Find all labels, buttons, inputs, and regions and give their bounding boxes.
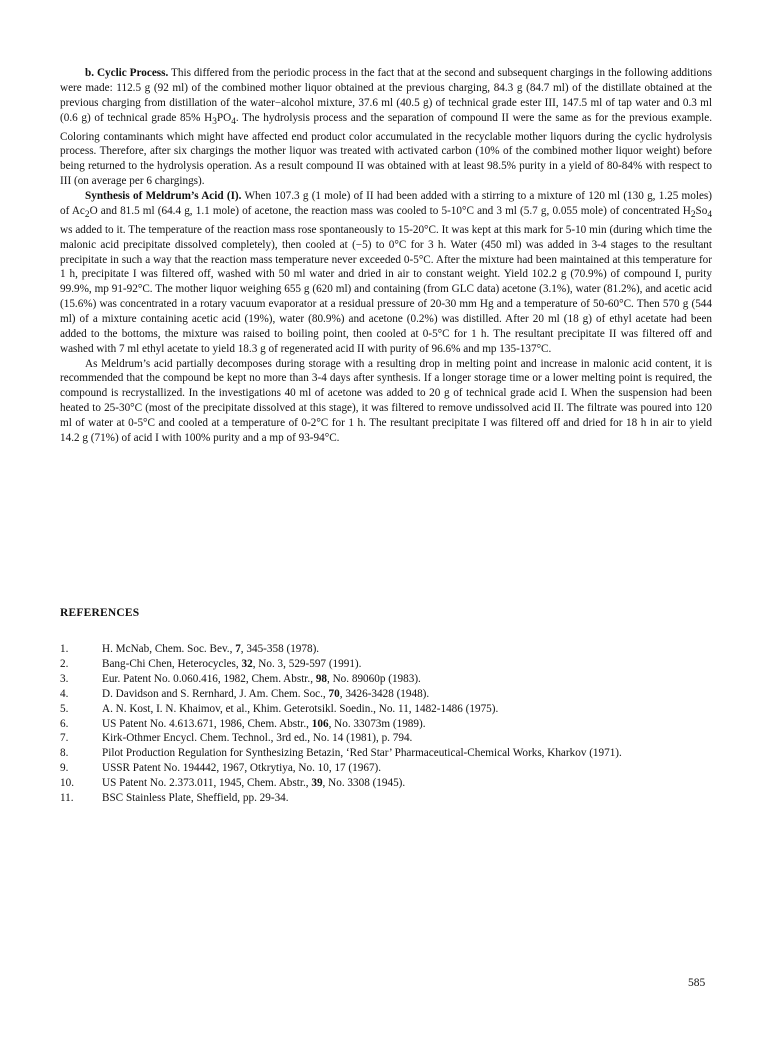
reference-text [102, 702, 498, 717]
text-run: USSR Patent No. 194442, 1967, Otkrytiya, No. 10, 17 (1967). [102, 762, 382, 775]
reference-text [102, 672, 421, 687]
subscript-text: 4 [231, 116, 236, 127]
text-run: , No. 3308 (1945). [322, 777, 406, 790]
reference-text [102, 731, 412, 746]
bold-text: 106 [311, 717, 329, 730]
reference-item [60, 776, 720, 791]
reference-number: 9. [60, 762, 69, 775]
reference-number: 1. [60, 643, 69, 655]
body-paragraph [60, 357, 712, 446]
text-run: PO [216, 111, 232, 124]
bold-text: 39 [311, 777, 323, 790]
reference-item [60, 687, 720, 702]
text-run: , No. 89060p (1983). [327, 672, 421, 685]
body-text [60, 66, 712, 446]
text-run: As Meldrum’s acid partially decomposes during storage with a resulting drop in melting point and increase in malonic acid content, it is recommended that the compound be kept no more than 3-4 days after synthesis. If a longer storage time or a lower melting point is required, the compound is recrystallized. In the investigations 40 ml of acetone was added to 20 g of technical grade acid I. When the suspension had been heated to 25-30°C (most of the precipitate dissolved at this stage), it was filtered to remove undissolved acid II. The filtrate was poured into 120 ml of water at 0-5°C and cooled at a temperature of 0-2°C for 1 h. The resultant precipitate I was filtered off and dried for 18 h in air to yield 14.2 g (71%) of acid I with 100% purity and a mp of 93-94°C. [60, 357, 712, 444]
body-paragraph [60, 189, 712, 357]
bold-text: 70 [328, 687, 340, 700]
reference-item [60, 717, 720, 732]
text-run: , No. 3, 529-597 (1991). [252, 657, 362, 670]
text-run: ws added to it. The temperature of the reaction mass rose spontaneously to 15-20°C. It was kept at this mark for 5-10 min (during which time the malonic acid precipitate dissolved completely), then cooled at (−5) to 0°C for 3 h. Water (450 ml) was added in 3-4 stages to the resultant precipitate in such a way that the reaction mass temperature never exceeded 0-5°C. After the mixture had been maintained at this temperature for 1 h, precipitate I was filtered off, washed with 50 ml water and dried in air to constant weight. Yield 102.2 g (70.9%) of compound I, purity 99.9%, mp 91-92°C. The mother liquor weighing 655 g (620 ml) and containing (from GLC data) acetone (3.1%), water (81.2%), and acetic acid (15.6%) was concentrated in a rotary vacuum evaporator at a residual pressure of 20-30 mm Hg and a temperature of 50-60°C. Then 570 g (544 ml) of a mixture containing acetic acid (19%), water (80.9%) and acetone (0.2%) was distilled. After 20 ml (18 g) of ethyl acetate had been added to the bottoms, the mixture was raised to boiling point, then cooled at 0-5°C for 1 h. The resultant precipitate II was filtered off and washed with 7 ml ethyl acetate to yield 18.3 g of regenerated acid II with purity of 96.6% and mp 135-137°C. [60, 223, 712, 355]
subscript-text: 2 [690, 210, 696, 221]
bold-text: 7 [235, 643, 241, 655]
text-run: Eur. Patent No. 0.060.416, 1982, Chem. Abstr., [102, 672, 316, 685]
subscript-text: 4 [707, 210, 712, 221]
reference-item [60, 657, 720, 672]
text-run: BSC Stainless Plate, Sheffield, pp. 29-34. [102, 792, 289, 805]
reference-number: 11. [60, 792, 74, 805]
reference-number: 2. [60, 657, 69, 670]
reference-item [60, 791, 720, 806]
reference-item [60, 672, 720, 687]
reference-list [60, 642, 720, 806]
reference-text [102, 776, 405, 791]
reference-text [102, 717, 426, 732]
bold-text: 98 [315, 672, 327, 685]
reference-item [60, 702, 720, 717]
text-run: Pilot Production Regulation for Synthesizing Betazin, ‘Red Star’ Pharmaceutical-Chemical Works, Kharkov (1971). [102, 747, 622, 760]
text-run: , 345-358 (1978). [240, 643, 320, 655]
reference-text [102, 746, 622, 761]
reference-item [60, 642, 720, 657]
bold-text: Synthesis of Meldrum’s Acid (I). [85, 189, 242, 202]
bold-text: b. Cyclic Process. [85, 67, 169, 79]
subscript-text: 3 [212, 116, 217, 127]
reference-number: 4. [60, 687, 69, 700]
page-number: 585 [688, 977, 706, 989]
reference-text [102, 791, 289, 806]
reference-text [102, 642, 319, 657]
text-run: . The hydrolysis process and the separation of compound II were the same as for the previous example. Coloring contaminants which might have affected end product color accumulated in the recyclable mother liquors during the cyclic hydrolysis process. Therefore, after six chargings the mother liquor was treated with activated carbon (10% of the combined mother liquor weight) before being returned to the hydrolysis operation. As a result compound II was obtained with at least 98.5% purity in a yield of 80-84% with respect to III (on average per 6 chargings). [60, 111, 713, 188]
text-run: Kirk-Othmer Encycl. Chem. Technol., 3rd ed., No. 14 (1981), p. 794. [102, 732, 413, 745]
subscript-text: 2 [84, 210, 90, 221]
reference-text [102, 657, 361, 672]
text-run: D. Davidson and S. Rernhard, J. Am. Chem. Soc., [102, 687, 329, 700]
text-run: US Patent No. 2.373.011, 1945, Chem. Abstr., [102, 777, 312, 790]
reference-item [60, 761, 720, 776]
reference-item [60, 746, 720, 761]
text-run: When 107.3 g (1 mole) of II had been added with a stirring to a mixture of 120 ml (130 g, 1.25 moles) of Ac [60, 189, 712, 217]
reference-number: 6. [60, 717, 69, 730]
reference-number: 7. [60, 732, 69, 745]
text-run: A. N. Kost, I. N. Khaimov, et al., Khim. Geterotsikl. Soedin., No. 11, 1482-1486 (1975). [102, 702, 499, 715]
reference-text [102, 761, 381, 776]
reference-text [102, 687, 429, 702]
text-run: Bang-Chi Chen, Heterocycles, [102, 657, 242, 670]
body-paragraph [60, 66, 712, 189]
reference-number: 8. [60, 747, 69, 760]
references-heading: REFERENCES [60, 607, 140, 619]
reference-number: 10. [60, 777, 74, 790]
text-run: H. McNab, Chem. Soc. Bev., [102, 643, 236, 655]
text-run: US Patent No. 4.613.671, 1986, Chem. Abstr., [102, 717, 312, 730]
text-run: , 3426-3428 (1948). [339, 687, 430, 700]
reference-item [60, 731, 720, 746]
reference-number: 3. [60, 672, 69, 685]
text-run: , No. 33073m (1989). [328, 717, 426, 730]
reference-number: 5. [60, 702, 69, 715]
text-run: O and 81.5 ml (64.4 g, 1.1 mole) of acetone, the reaction mass was cooled to 5-10°C and 3 ml (5.7 g, 0.055 mole) of concentrated H [89, 204, 691, 217]
text-run: So [695, 204, 708, 217]
text-run: This differed from the periodic process in the fact that at the second and subsequent chargings in the following additions were made: 112.5 g (92 ml) of the combined mother liquor obtained at the previous charging, 84.3 g (84.7 ml) of the distillate obtained at the previous charging from distillation of the water−alcohol mixture, 37.6 ml (40.5 g) of technical grade ester III, 147.5 ml of tap water and 0.3 ml (0.6 g) of technical grade 85% H [60, 67, 713, 124]
bold-text: 32 [241, 657, 253, 670]
